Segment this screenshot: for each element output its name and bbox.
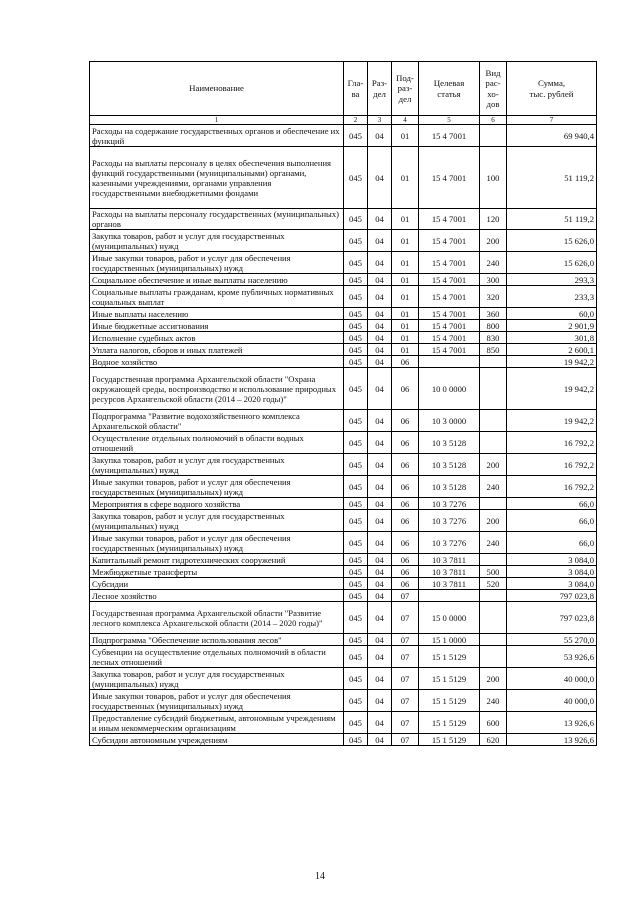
row-name: Капитальный ремонт гидротехнических сооружений [90, 554, 344, 566]
row-name: Субвенции на осуществление отдельных полномочий в области лесных отношений [90, 646, 344, 668]
row-name: Подпрограмма "Обеспечение использования лесов" [90, 634, 344, 646]
row-glava: 045 [344, 209, 368, 230]
row-target [419, 356, 480, 368]
row-glava: 045 [344, 274, 368, 286]
row-vid: 200 [480, 668, 507, 690]
row-glava: 045 [344, 332, 368, 344]
row-vid: 240 [480, 476, 507, 498]
table-row [90, 476, 597, 498]
table-row [90, 147, 597, 209]
row-vid: 320 [480, 286, 507, 308]
row-vid [480, 368, 507, 410]
column-number: 7 [507, 116, 597, 125]
row-name: Закупка товаров, работ и услуг для государственных (муниципальных) нужд [90, 668, 344, 690]
row-target: 10 3 7276 [419, 532, 480, 554]
header-name: Наименование [90, 62, 344, 116]
row-sum: 15 626,0 [507, 230, 597, 252]
row-sum: 797 023,8 [507, 590, 597, 602]
row-target: 10 3 0000 [419, 410, 480, 432]
table-row [90, 690, 597, 712]
row-glava: 045 [344, 454, 368, 476]
row-target: 15 0 0000 [419, 602, 480, 634]
row-podrazdel: 07 [392, 602, 419, 634]
row-sum: 797 023,8 [507, 602, 597, 634]
row-glava: 045 [344, 286, 368, 308]
row-target: 15 1 0000 [419, 634, 480, 646]
table-row [90, 498, 597, 510]
row-podrazdel: 07 [392, 690, 419, 712]
column-number: 6 [480, 116, 507, 125]
row-razdel: 04 [368, 356, 392, 368]
row-name: Социальное обеспечение и иные выплаты населению [90, 274, 344, 286]
row-sum: 3 084,0 [507, 554, 597, 566]
row-vid: 100 [480, 147, 507, 209]
header-podrazdel: Под- раз- дел [392, 62, 419, 116]
row-name: Закупка товаров, работ и услуг для государственных (муниципальных) нужд [90, 454, 344, 476]
row-glava: 045 [344, 320, 368, 332]
row-name: Иные закупки товаров, работ и услуг для обеспечения государственных (муниципальных) нужд [90, 532, 344, 554]
row-vid: 500 [480, 566, 507, 578]
row-target: 10 3 7811 [419, 566, 480, 578]
row-target: 15 4 7001 [419, 209, 480, 230]
row-podrazdel: 01 [392, 286, 419, 308]
row-razdel: 04 [368, 498, 392, 510]
budget-table [89, 61, 597, 746]
row-vid: 620 [480, 734, 507, 746]
row-glava: 045 [344, 590, 368, 602]
row-razdel: 04 [368, 510, 392, 532]
row-razdel: 04 [368, 125, 392, 147]
row-podrazdel: 06 [392, 368, 419, 410]
table-row [90, 432, 597, 454]
row-vid: 360 [480, 308, 507, 320]
row-podrazdel: 01 [392, 147, 419, 209]
row-razdel: 04 [368, 712, 392, 734]
row-name: Межбюджетные трансферты [90, 566, 344, 578]
row-razdel: 04 [368, 590, 392, 602]
row-podrazdel: 06 [392, 432, 419, 454]
table-row [90, 308, 597, 320]
table-row [90, 734, 597, 746]
table-row [90, 712, 597, 734]
row-podrazdel: 01 [392, 320, 419, 332]
row-razdel: 04 [368, 410, 392, 432]
table-row [90, 274, 597, 286]
row-podrazdel: 01 [392, 230, 419, 252]
row-razdel: 04 [368, 252, 392, 274]
row-vid: 240 [480, 532, 507, 554]
row-sum: 301,8 [507, 332, 597, 344]
row-vid: 240 [480, 690, 507, 712]
row-glava: 045 [344, 356, 368, 368]
row-vid: 120 [480, 209, 507, 230]
row-vid [480, 432, 507, 454]
row-target: 15 1 5129 [419, 712, 480, 734]
row-name: Иные закупки товаров, работ и услуг для обеспечения государственных (муниципальных) нужд [90, 252, 344, 274]
row-target: 10 3 5128 [419, 476, 480, 498]
row-sum: 66,0 [507, 510, 597, 532]
row-razdel: 04 [368, 332, 392, 344]
row-name: Иные закупки товаров, работ и услуг для обеспечения государственных (муниципальных) нужд [90, 690, 344, 712]
row-podrazdel: 01 [392, 344, 419, 356]
row-sum: 13 926,6 [507, 734, 597, 746]
row-sum: 2 600,1 [507, 344, 597, 356]
row-target: 15 4 7001 [419, 286, 480, 308]
row-target: 15 1 5129 [419, 646, 480, 668]
row-razdel: 04 [368, 286, 392, 308]
row-glava: 045 [344, 712, 368, 734]
row-sum: 15 626,0 [507, 252, 597, 274]
table-row [90, 668, 597, 690]
row-vid: 200 [480, 454, 507, 476]
row-podrazdel: 07 [392, 634, 419, 646]
row-target: 15 4 7001 [419, 252, 480, 274]
row-glava: 045 [344, 554, 368, 566]
column-number-row [90, 116, 597, 125]
row-glava: 045 [344, 432, 368, 454]
header-glava: Гла- ва [344, 62, 368, 116]
row-sum: 66,0 [507, 532, 597, 554]
row-glava: 045 [344, 646, 368, 668]
row-name: Расходы на содержание государственных органов и обеспечение их функций [90, 125, 344, 147]
row-podrazdel: 06 [392, 510, 419, 532]
row-vid [480, 125, 507, 147]
table-row [90, 356, 597, 368]
row-podrazdel: 06 [392, 578, 419, 590]
row-sum: 55 270,0 [507, 634, 597, 646]
table-body [90, 125, 597, 746]
row-podrazdel: 07 [392, 734, 419, 746]
row-target: 15 4 7001 [419, 308, 480, 320]
row-razdel: 04 [368, 532, 392, 554]
row-podrazdel: 01 [392, 308, 419, 320]
row-sum: 3 084,0 [507, 578, 597, 590]
row-target: 15 1 5129 [419, 668, 480, 690]
row-sum: 60,0 [507, 308, 597, 320]
row-name: Расходы на выплаты персоналу в целях обеспечения выполнения функций государственными (муниципальными) органами, казенными учреждениями, органами управления государственными внебюджетными фондами [90, 147, 344, 209]
row-target: 15 4 7001 [419, 320, 480, 332]
row-name: Лесное хозяйство [90, 590, 344, 602]
row-sum: 40 000,0 [507, 690, 597, 712]
row-name: Подпрограмма "Развитие водохозяйственного комплекса Архангельской области" [90, 410, 344, 432]
row-target: 15 4 7001 [419, 332, 480, 344]
row-razdel: 04 [368, 274, 392, 286]
row-razdel: 04 [368, 476, 392, 498]
row-name: Мероприятия в сфере водного хозяйства [90, 498, 344, 510]
table-row [90, 590, 597, 602]
table-row [90, 410, 597, 432]
table-row [90, 286, 597, 308]
row-target: 15 4 7001 [419, 147, 480, 209]
row-podrazdel: 01 [392, 274, 419, 286]
table-row [90, 344, 597, 356]
table-row [90, 209, 597, 230]
row-vid [480, 590, 507, 602]
row-glava: 045 [344, 498, 368, 510]
row-target: 15 1 5129 [419, 734, 480, 746]
row-razdel: 04 [368, 368, 392, 410]
row-name: Субсидии автономным учреждениям [90, 734, 344, 746]
row-glava: 045 [344, 668, 368, 690]
row-razdel: 04 [368, 690, 392, 712]
row-podrazdel: 01 [392, 332, 419, 344]
row-name: Предоставление субсидий бюджетным, автономным учреждениям и иным некоммерческим организациям [90, 712, 344, 734]
row-glava: 045 [344, 602, 368, 634]
row-glava: 045 [344, 125, 368, 147]
table-row [90, 602, 597, 634]
table-row [90, 454, 597, 476]
table-row [90, 230, 597, 252]
row-sum: 51 119,2 [507, 147, 597, 209]
table-row [90, 510, 597, 532]
row-target: 10 3 7811 [419, 554, 480, 566]
row-podrazdel: 07 [392, 590, 419, 602]
header-sum: Сумма, тыс. рублей [507, 62, 597, 116]
row-name: Иные закупки товаров, работ и услуг для обеспечения государственных (муниципальных) нужд [90, 476, 344, 498]
row-razdel: 04 [368, 554, 392, 566]
row-glava: 045 [344, 368, 368, 410]
row-vid: 200 [480, 510, 507, 532]
row-glava: 045 [344, 566, 368, 578]
table-row [90, 368, 597, 410]
row-target: 10 0 0000 [419, 368, 480, 410]
row-name: Социальные выплаты гражданам, кроме публичных нормативных социальных выплат [90, 286, 344, 308]
row-sum: 233,3 [507, 286, 597, 308]
row-podrazdel: 06 [392, 532, 419, 554]
header-row [90, 62, 597, 116]
row-glava: 045 [344, 230, 368, 252]
row-razdel: 04 [368, 344, 392, 356]
row-target: 10 3 7276 [419, 498, 480, 510]
row-glava: 045 [344, 410, 368, 432]
row-glava: 045 [344, 690, 368, 712]
row-vid: 240 [480, 252, 507, 274]
table-row [90, 566, 597, 578]
column-number: 1 [90, 116, 344, 125]
row-vid [480, 634, 507, 646]
row-podrazdel: 06 [392, 410, 419, 432]
row-name: Субсидии [90, 578, 344, 590]
row-razdel: 04 [368, 646, 392, 668]
row-podrazdel: 01 [392, 209, 419, 230]
row-podrazdel: 06 [392, 454, 419, 476]
row-podrazdel: 01 [392, 125, 419, 147]
row-name: Водное хозяйство [90, 356, 344, 368]
row-vid [480, 410, 507, 432]
row-target: 15 1 5129 [419, 690, 480, 712]
table-row [90, 332, 597, 344]
row-sum: 66,0 [507, 498, 597, 510]
table-row [90, 320, 597, 332]
row-razdel: 04 [368, 734, 392, 746]
column-number: 4 [392, 116, 419, 125]
row-glava: 045 [344, 252, 368, 274]
row-name: Государственная программа Архангельской области "Развитие лесного комплекса Архангельской области (2014 – 2020 годы)" [90, 602, 344, 634]
column-number: 5 [419, 116, 480, 125]
row-podrazdel: 07 [392, 668, 419, 690]
row-vid [480, 498, 507, 510]
header-target: Целевая статья [419, 62, 480, 116]
table-row [90, 634, 597, 646]
row-target: 10 3 5128 [419, 454, 480, 476]
row-razdel: 04 [368, 308, 392, 320]
column-number: 3 [368, 116, 392, 125]
row-podrazdel: 06 [392, 498, 419, 510]
row-vid [480, 646, 507, 668]
row-glava: 045 [344, 476, 368, 498]
row-target: 10 3 7276 [419, 510, 480, 532]
row-podrazdel: 06 [392, 356, 419, 368]
row-target: 15 4 7001 [419, 274, 480, 286]
row-razdel: 04 [368, 602, 392, 634]
row-sum: 19 942,2 [507, 368, 597, 410]
row-razdel: 04 [368, 578, 392, 590]
row-target: 15 4 7001 [419, 125, 480, 147]
row-name: Закупка товаров, работ и услуг для государственных (муниципальных) нужд [90, 510, 344, 532]
row-target: 15 4 7001 [419, 344, 480, 356]
row-vid [480, 602, 507, 634]
row-vid: 300 [480, 274, 507, 286]
row-sum: 16 792,2 [507, 476, 597, 498]
table-row [90, 532, 597, 554]
row-glava: 045 [344, 578, 368, 590]
row-vid: 830 [480, 332, 507, 344]
row-vid: 600 [480, 712, 507, 734]
row-sum: 2 901,9 [507, 320, 597, 332]
header-razdel: Раз- дел [368, 62, 392, 116]
row-vid: 520 [480, 578, 507, 590]
row-sum: 3 084,0 [507, 566, 597, 578]
table-row [90, 578, 597, 590]
row-target [419, 590, 480, 602]
row-sum: 40 000,0 [507, 668, 597, 690]
row-razdel: 04 [368, 147, 392, 209]
row-glava: 045 [344, 532, 368, 554]
row-name: Иные выплаты населению [90, 308, 344, 320]
row-razdel: 04 [368, 209, 392, 230]
row-sum: 16 792,2 [507, 454, 597, 476]
row-target: 10 3 7811 [419, 578, 480, 590]
page-number: 14 [315, 871, 325, 882]
row-razdel: 04 [368, 320, 392, 332]
column-number: 2 [344, 116, 368, 125]
row-name: Иные бюджетные ассигнования [90, 320, 344, 332]
table-row [90, 554, 597, 566]
row-razdel: 04 [368, 454, 392, 476]
row-razdel: 04 [368, 566, 392, 578]
row-name: Закупка товаров, работ и услуг для государственных (муниципальных) нужд [90, 230, 344, 252]
row-name: Исполнение судебных актов [90, 332, 344, 344]
row-sum: 51 119,2 [507, 209, 597, 230]
table-row [90, 125, 597, 147]
row-target: 10 3 5128 [419, 432, 480, 454]
row-sum: 19 942,2 [507, 356, 597, 368]
row-sum: 53 926,6 [507, 646, 597, 668]
row-sum: 19 942,2 [507, 410, 597, 432]
row-podrazdel: 06 [392, 476, 419, 498]
row-glava: 045 [344, 634, 368, 646]
row-vid: 200 [480, 230, 507, 252]
row-glava: 045 [344, 734, 368, 746]
row-podrazdel: 07 [392, 712, 419, 734]
row-name: Государственная программа Архангельской области "Охрана окружающей среды, воспроизводство и использование природных ресурсов Архангельской области (2014 – 2020 годы)" [90, 368, 344, 410]
row-podrazdel: 01 [392, 252, 419, 274]
row-sum: 16 792,2 [507, 432, 597, 454]
row-glava: 045 [344, 308, 368, 320]
table-row [90, 252, 597, 274]
row-vid: 850 [480, 344, 507, 356]
row-razdel: 04 [368, 668, 392, 690]
row-glava: 045 [344, 344, 368, 356]
row-target: 15 4 7001 [419, 230, 480, 252]
header-vid: Вид рас- хо- дов [480, 62, 507, 116]
row-razdel: 04 [368, 230, 392, 252]
row-podrazdel: 06 [392, 554, 419, 566]
row-podrazdel: 06 [392, 566, 419, 578]
row-name: Осуществление отдельных полномочий в области водных отношений [90, 432, 344, 454]
row-sum: 293,3 [507, 274, 597, 286]
row-vid: 800 [480, 320, 507, 332]
row-podrazdel: 07 [392, 646, 419, 668]
row-vid [480, 356, 507, 368]
row-glava: 045 [344, 147, 368, 209]
row-razdel: 04 [368, 634, 392, 646]
row-name: Уплата налогов, сборов и иных платежей [90, 344, 344, 356]
row-sum: 13 926,6 [507, 712, 597, 734]
row-vid [480, 554, 507, 566]
row-name: Расходы на выплаты персоналу государственных (муниципальных) органов [90, 209, 344, 230]
row-sum: 69 940,4 [507, 125, 597, 147]
row-razdel: 04 [368, 432, 392, 454]
table-row [90, 646, 597, 668]
row-glava: 045 [344, 510, 368, 532]
